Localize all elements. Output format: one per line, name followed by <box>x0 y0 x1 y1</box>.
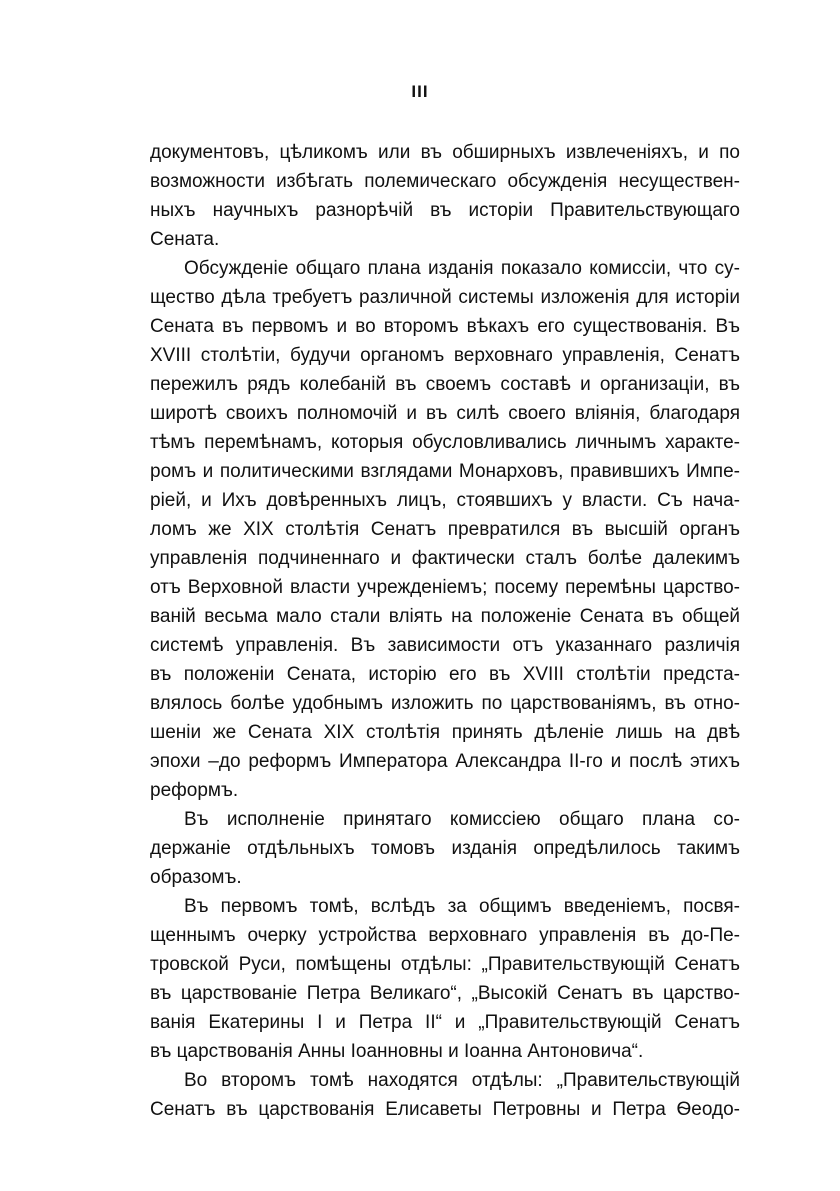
text-line: тѣмъ перемѣнамъ, которыя обусловливались личнымъ характе- <box>150 432 740 453</box>
text-line: документовъ, цѣликомъ или въ обширныхъ извлеченіяхъ, и по <box>150 142 740 163</box>
text-line: XVIII столѣтіи, будучи органомъ верховнаго управленія, Сенатъ <box>150 345 740 366</box>
text-line: Въ первомъ томѣ, вслѣдъ за общимъ введеніемъ, посвя- <box>184 896 740 917</box>
text-line: ромъ и политическими взглядами Монарховъ, правившихъ Импе- <box>150 461 740 482</box>
text-line: управленія подчиненнаго и фактически сталъ болѣе далекимъ <box>150 548 740 569</box>
text-line: щеннымъ очерку устройства верховнаго управленія въ до-Пе- <box>150 925 740 946</box>
text-line: Сената въ первомъ и во второмъ вѣкахъ его существованія. Въ <box>150 316 740 337</box>
text-line: возможности избѣгать полемическаго обсужденія несуществен- <box>150 171 740 192</box>
text-line: Сената. <box>150 229 220 250</box>
text-line: ріей, и Ихъ довѣренныхъ лицъ, стоявшихъ у власти. Съ нача- <box>150 490 740 511</box>
text-line: ломъ же XIX столѣтія Сенатъ превратился въ высшій органъ <box>150 519 740 540</box>
text-line: держаніе отдѣльныхъ томовъ изданія опредѣлилось такимъ <box>150 838 740 859</box>
text-line: тровской Руси, помѣщены отдѣлы: „Правительствующій Сенатъ <box>150 954 740 975</box>
text-line: Сенатъ въ царствованія Елисаветы Петровны и Петра Ѳеодо- <box>150 1099 740 1120</box>
text-line: Въ исполненіе принятаго комиссіею общаго плана со- <box>184 809 740 830</box>
text-line: образомъ. <box>150 867 242 888</box>
text-line: системѣ управленія. Въ зависимости отъ указаннаго различія <box>150 635 740 656</box>
text-line: Обсужденіе общаго плана изданія показало комиссіи, что су- <box>184 258 740 279</box>
text-line: ванія Екатерины I и Петра II“ и „Правительствующій Сенатъ <box>150 1012 740 1033</box>
body-text <box>150 138 740 1124</box>
text-line: отъ Верховной власти учрежденіемъ; посему перемѣны царство- <box>150 577 740 598</box>
text-line: въ царствованіе Петра Великаго“, „Высокій Сенатъ въ царство- <box>150 983 740 1004</box>
text-line: реформъ. <box>150 780 239 801</box>
text-line: ваній весьма мало стали вліять на положеніе Сената въ общей <box>150 606 740 627</box>
text-line: ныхъ научныхъ разнорѣчій въ исторіи Правительствующаго <box>150 200 740 221</box>
text-line: эпохи –до реформъ Императора Александра II-го и послѣ этихъ <box>150 751 740 772</box>
page-number: III <box>411 82 429 101</box>
text-line: шеніи же Сената XIX столѣтія принять дѣленіе лишь на двѣ <box>150 722 740 743</box>
text-line: въ положеніи Сената, исторію его въ XVIII столѣтіи предста- <box>150 664 740 685</box>
text-line: въ царствованія Анны Іоанновны и Іоанна Антоновича“. <box>150 1041 644 1062</box>
text-line: Во второмъ томѣ находятся отдѣлы: „Правительствующій <box>184 1070 740 1091</box>
text-line: влялось болѣе удобнымъ изложить по царствованіямъ, въ отно- <box>150 693 740 714</box>
text-line: пережилъ рядъ колебаній въ своемъ составѣ и организаціи, въ <box>150 374 740 395</box>
text-line: широтѣ своихъ полномочій и въ силѣ своего вліянія, благодаря <box>150 403 740 424</box>
text-line: щество дѣла требуетъ различной системы изложенія для исторіи <box>150 287 740 308</box>
